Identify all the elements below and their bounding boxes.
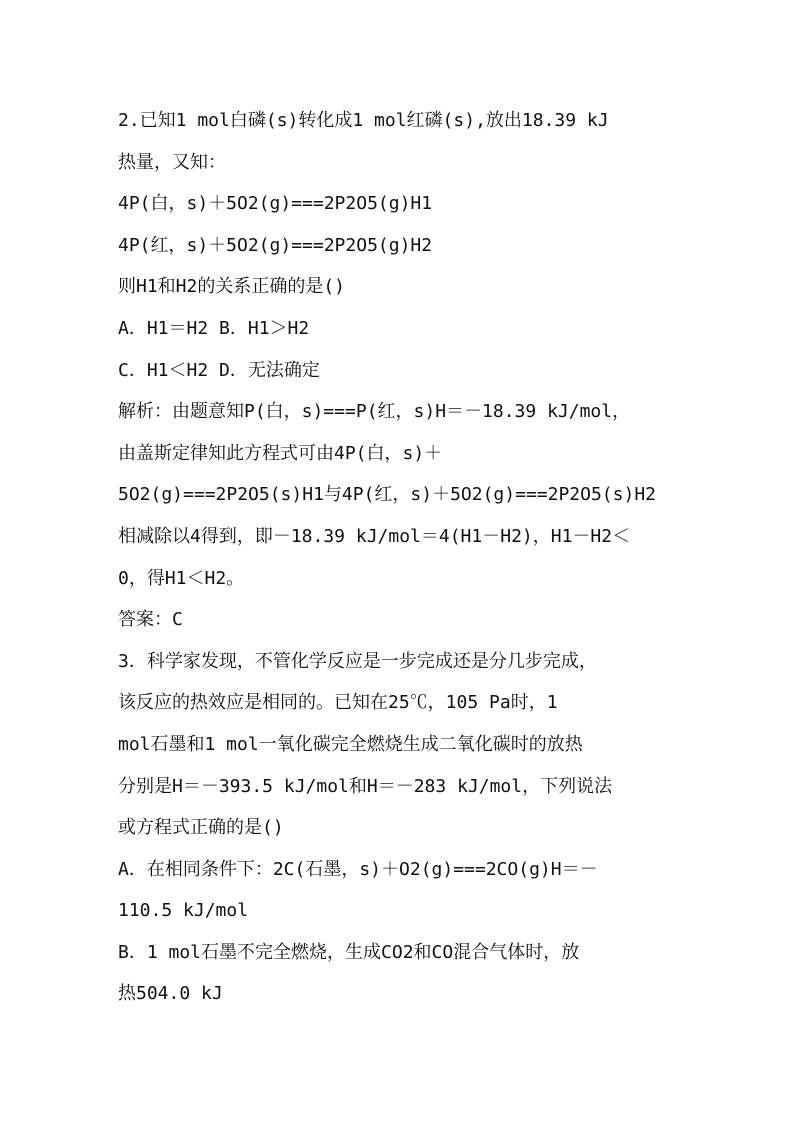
document-body [118,100,688,1015]
text-line: 热量，又知： [118,151,226,173]
text-line: 则H1和H2的关系正确的是() [118,276,346,298]
text-line: 0，得H1＜H2。 [118,567,245,589]
text-line: 4P(白，s)＋5O2(g)===2P2O5(g)H1 [118,193,433,215]
text-line: 相减除以4得到，即－18.39 kJ/mol＝4(H1－H2)，H1－H2＜ [118,525,631,547]
text-line: 或方程式正确的是() [118,817,284,839]
text-line: 由盖斯定律知此方程式可由4P(白，s)＋ [118,442,443,464]
text-line: 5O2(g)===2P2O5(s)H1与4P(红，s)＋5O2(g)===2P2O5(s)H2 [118,484,656,506]
text-line: C．H1＜H2 D．无法确定 [118,359,320,381]
text-line: B．1 mol石墨不完全燃烧，生成CO2和CO混合气体时，放 [118,941,580,963]
text-line: 热504.0 kJ [118,983,223,1005]
text-line: 110.5 kJ/mol [118,900,249,922]
text-line: 分别是H＝－393.5 kJ/mol和H＝－283 kJ/mol，下列说法 [118,775,613,797]
text-line: 答案：C [118,609,183,631]
text-line: mol石墨和1 mol一氧化碳完全燃烧生成二氧化碳时的放热 [118,733,583,755]
text-line: A．在相同条件下：2C(石墨，s)＋O2(g)===2CO(g)H＝－ [118,858,598,880]
text-line: 2.已知1 mol白磷(s)转化成1 mol红磷(s),放出18.39 kJ [118,110,609,131]
text-line: 3．科学家发现，不管化学反应是一步完成还是分几步完成， [118,650,597,672]
text-line: 4P(红，s)＋5O2(g)===2P2O5(g)H2 [118,234,433,256]
text-line: 解析：由题意知P(白，s)===P(红，s)H＝－18.39 kJ/mol， [118,401,631,423]
text-line: A．H1＝H2 B．H1＞H2 [118,317,310,339]
text-line: 该反应的热效应是相同的。已知在25℃，105 Pa时，1 [118,692,558,714]
